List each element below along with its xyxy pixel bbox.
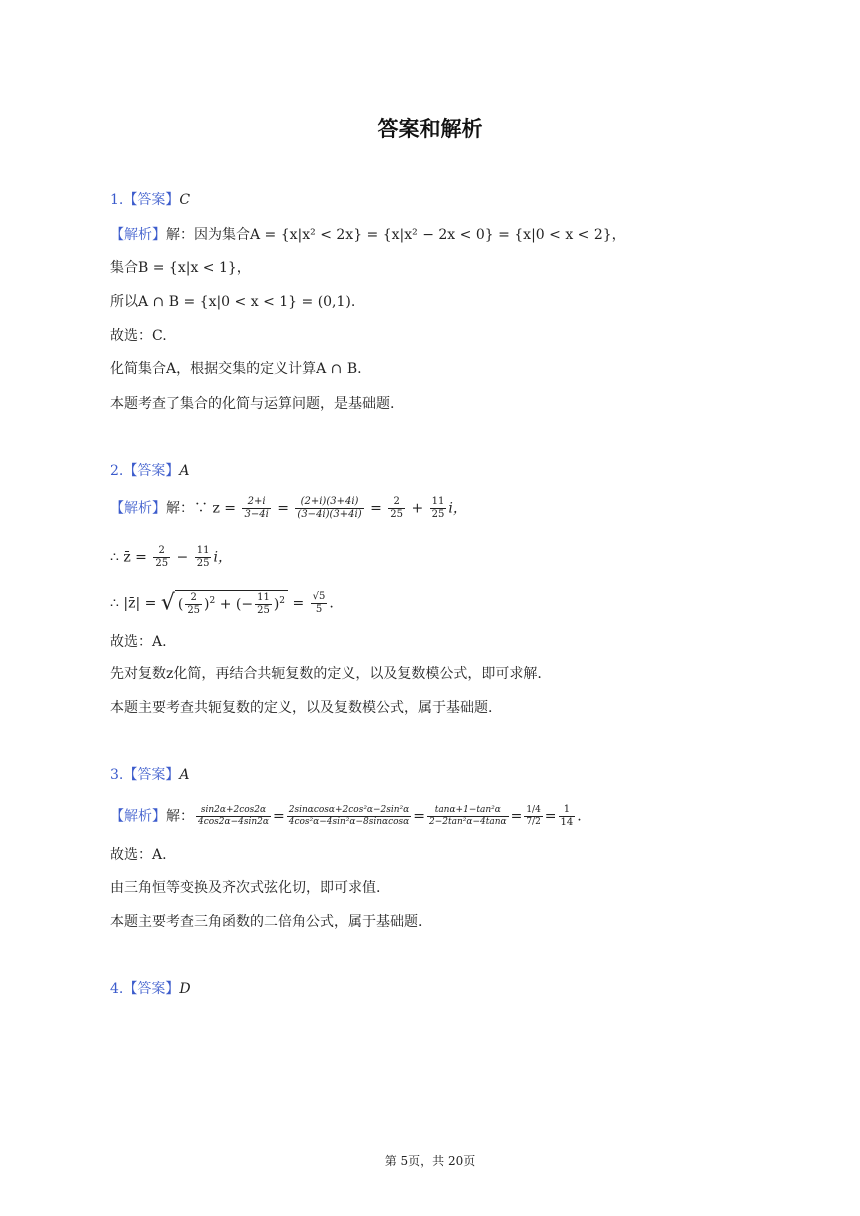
q2-answer-tag: 【答案】 [123, 463, 180, 479]
q2-analysis-line: 【解析】解：∵ z = $\frac{2+i}{3-4i}$ = $\frac{(2+i)(3+4i)}{(3-4i)(3+4i)}$ = $\frac{2}{25}$ + $\frac{11}{25}$ i， [110, 496, 467, 520]
q1-answer-tag: 【答案】 [123, 192, 180, 208]
q2-fraction-1: $\frac{2+i}{3-4i}$ [244, 496, 269, 520]
q3-fraction-4: $\frac{1/4}{7/2}$ [526, 805, 541, 827]
q3-analysis-line: 【解析】解： $\frac{\sin 2\alpha+2\cos 2\alpha}{4\cos 2\alpha-4\sin 2\alpha}$ = $\frac{\text{2sinαcosα+2cos²α−2sin²α}}{\text{4cos²α−4sin²α−8sinαcosα}}$ = $\frac{\text{tanα+1−tan²α}}{\text{2−2tan²α−4tanα}}$ = $\frac{1/4}{7/2}$ = $\frac{1}{14}$ . [110, 804, 582, 828]
q4-answer-tag: 【答案】 [123, 981, 180, 997]
q1-number: 1. [110, 192, 124, 208]
q3-fraction-1: $\frac{\sin 2\alpha+2\cos 2\alpha}{4\cos 2\alpha-4\sin 2\alpha}$ [198, 805, 269, 827]
q3-answer-line [110, 765, 189, 785]
q3-analysis-tag: 【解析】 [110, 808, 166, 825]
q2-mod-frac-1: $\frac{2}{25}$ [187, 592, 201, 617]
q1-answer: C [179, 192, 191, 208]
q1-analysis-line [110, 225, 626, 245]
q3-summary: 本题主要考查三角函数的二倍角公式，属于基础题. [110, 914, 423, 930]
q3-choice: 故选：A. [110, 847, 167, 863]
q3-fraction-2: $\frac{\text{2sinαcosα+2cos²α−2sin²α}}{\text{4cos²α−4sin²α−8sinαcosα}}$ [288, 805, 410, 827]
q1-summary: 本题考查了集合的化简与运算问题，是基础题. [110, 396, 395, 412]
q3-method: 由三角恒等变换及齐次式弦化切，即可求值. [110, 880, 381, 896]
q2-number: 2. [110, 463, 124, 479]
q3-answer: A [179, 767, 190, 783]
q2-tail-1: i， [448, 500, 467, 517]
radical-icon: √ [160, 590, 175, 616]
q2-choice: 故选：A. [110, 634, 167, 650]
q3-answer-tag: 【答案】 [123, 767, 180, 783]
q2-sol-prefix: 解：∵ z = [166, 500, 241, 517]
q2-fraction-2: $\frac{(2+i)(3+4i)}{(3-4i)(3+4i)}$ [297, 496, 362, 520]
q1-solution-2: 集合B = {x|x < 1}， [110, 260, 251, 276]
q4-number: 4. [110, 981, 124, 997]
q1-method: 化简集合A，根据交集的定义计算A ∩ B. [110, 361, 362, 377]
q3-fraction-5: $\frac{1}{14}$ [560, 804, 574, 828]
q2-fraction-3: $\frac{2}{25}$ [390, 496, 404, 520]
q2-analysis-tag: 【解析】 [110, 500, 166, 517]
q3-number: 3. [110, 767, 124, 783]
q2-sqrt-body: ( $\frac{2}{25}$ )$^2$ + (− $\frac{11}{25}$ )$^2$ [175, 590, 288, 617]
q2-mod-frac-2: $\frac{11}{25}$ [257, 592, 270, 617]
q2-summary: 本题主要考查共轭复数的定义，以及复数模公式，属于基础题. [110, 700, 493, 716]
q4-answer-line [110, 979, 191, 999]
q2-conjugate-line: ∴ z̄ = $\frac{2}{25}$ − $\frac{11}{25}$ i， [110, 545, 232, 569]
q2-answer-line [110, 461, 189, 481]
q1-answer-line [110, 190, 190, 210]
q3-sol-prefix: 解： [166, 808, 194, 825]
q2-tail-2: i， [213, 549, 232, 566]
q2-modulus-line: ∴ |z̄| = √ ( $\frac{2}{25}$ )$^2$ + (− $\frac{11}{25}$ )$^2$ = $\frac{√5}{5}$ . [110, 590, 334, 617]
page-title: 答案和解析 [377, 117, 483, 141]
q4-answer: D [179, 981, 191, 997]
q1-choice: 故选：C. [110, 328, 167, 344]
q2-conj-frac-1: $\frac{2}{25}$ [155, 545, 169, 569]
q2-conj-frac-2: $\frac{11}{25}$ [196, 545, 210, 569]
q2-method: 先对复数z化简，再结合共轭复数的定义，以及复数模公式，即可求解. [110, 666, 542, 682]
q2-conj-prefix: ∴ z̄ = [110, 549, 152, 566]
q1-solution-1: 解：因为集合A = {x|x² < 2x} = {x|x² − 2x < 0} = {x|0 < x < 2}， [166, 227, 626, 243]
q2-fraction-4: $\frac{11}{25}$ [431, 496, 445, 520]
q3-fraction-3: $\frac{\text{tanα+1−tan²α}}{\text{2−2tan²α−4tanα}}$ [428, 805, 507, 827]
q1-analysis-tag: 【解析】 [110, 227, 166, 243]
q2-mod-prefix: ∴ |z̄| = [110, 595, 161, 612]
page-footer: 第 5页，共 20页 [384, 1154, 476, 1168]
q2-answer: A [179, 463, 190, 479]
q2-result-frac: $\frac{√5}{5}$ [312, 591, 326, 616]
q1-solution-3: 所以A ∩ B = {x|0 < x < 1} = (0,1). [110, 294, 356, 310]
